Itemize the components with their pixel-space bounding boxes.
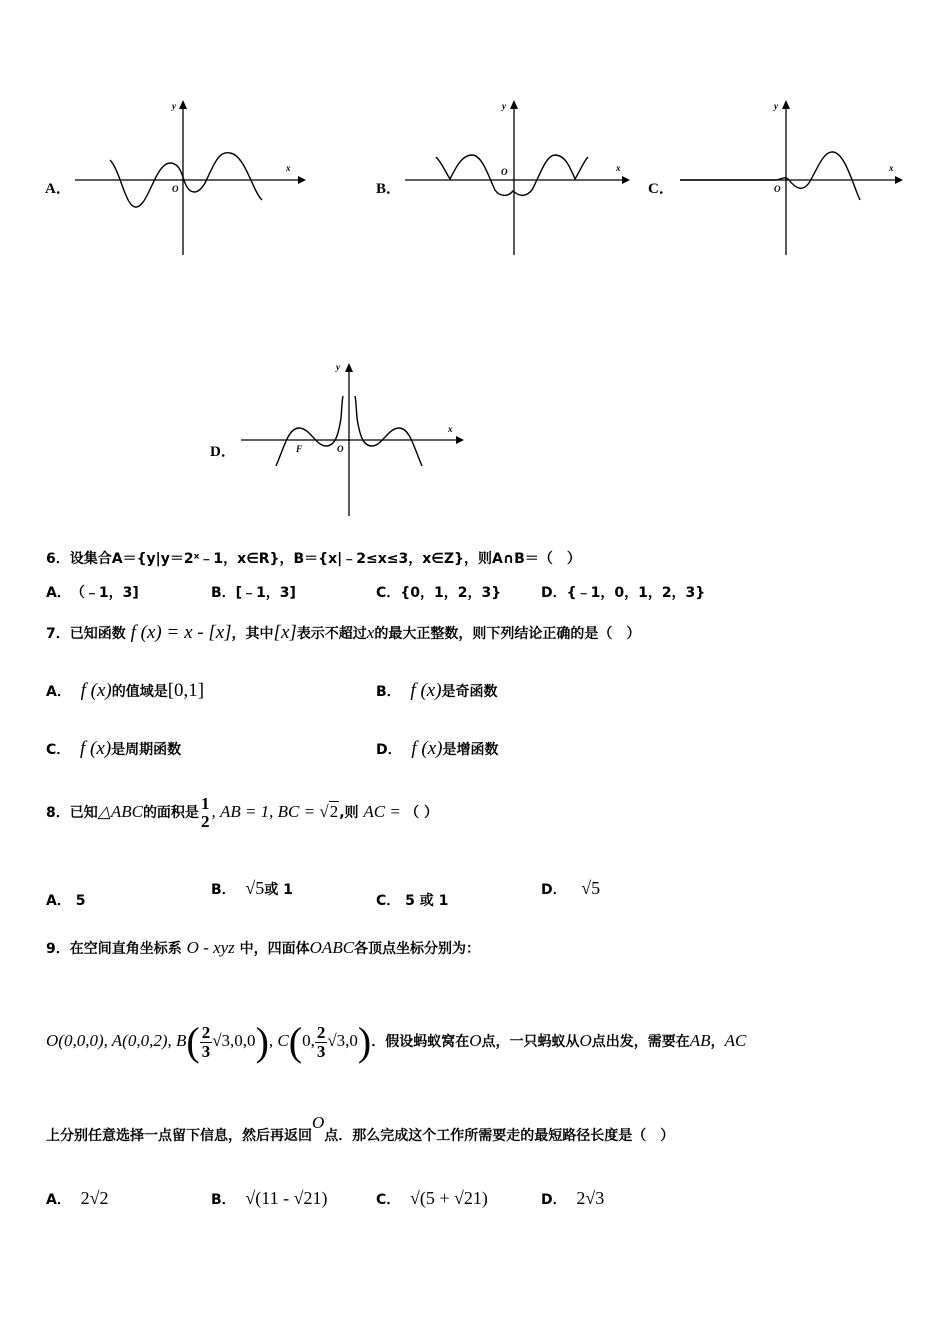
q9-c-rest: √3,0 [327,1031,358,1050]
q8-option-b-math: √5 [245,878,265,898]
graph-c-label: C． [648,181,674,197]
q7-option-a-text: 的值域是 [111,684,168,700]
q7-option-c-label: C． [46,742,71,758]
graph-b-x-label: x [616,163,621,173]
q6-option-d-text: {﹣1，0，1，2，3} [566,585,706,601]
graph-c-origin-label: O [774,184,781,194]
q9-c-first: 0, [302,1031,315,1050]
q8-tail: （ ） [405,805,438,821]
graph-d-y-label: y [336,362,340,372]
q9-line2a: ．假设蚂蚁窝在 [371,1034,470,1050]
q7-option-a [46,680,204,702]
q8-ac: AC = [363,802,406,821]
q7-option-d-text: 是增函数 [442,742,499,758]
q7-option-d-label: D． [376,742,402,758]
q7-mid2: 表示不超过 [296,626,367,642]
graph-d-origin-label: O [337,444,344,454]
q6-option-b [211,582,296,602]
q9-c-pre: , C [268,1031,289,1050]
q8-num: 8．已知 [46,805,98,821]
graph-c [675,95,910,260]
q7-option-d [376,738,499,760]
q8-frac-num: 1 [200,794,210,813]
q8-mid: 的面积是 [142,805,199,821]
q9-option-c [376,1188,488,1209]
q7-option-a-label: A． [46,684,71,700]
q7-option-b-text: 是奇函数 [441,684,498,700]
q7-option-c-fx: f (x) [80,738,112,759]
q9-coord-system: O - xyz [186,938,235,957]
q6-option-a-text: （﹣1，3] [77,585,139,601]
q9-b-fraction [200,1024,213,1061]
q8-option-c [376,890,448,910]
q7-bracket: [x] [273,622,297,643]
q7-mid: ，其中 [231,626,274,642]
q9-option-a-label: A． [46,1192,71,1208]
q8-option-c-text: 5 或 1 [405,893,449,909]
q8-stem: 8．已知△ABC的面积是 1 2 , AB = 1, BC = √2,则 AC = （ ） [46,794,438,831]
q8-frac-den: 2 [200,812,210,831]
q9-c-fraction [315,1024,328,1061]
graph-c-y-label: y [774,101,778,111]
q9-b-frac-den: 3 [201,1041,211,1061]
q8-fraction [199,795,212,831]
q6-option-d-label: D． [541,585,567,601]
q8-then: ,则 [339,805,359,821]
q7-option-d-fx: f (x) [411,738,443,759]
q7-stem [46,622,640,644]
q8-option-d-math: √5 [581,878,601,898]
q9-ac: AC [724,1031,747,1050]
q9-option-a-math: 2√2 [80,1188,109,1208]
q9-option-d [541,1188,604,1209]
q9-c-frac-den: 3 [316,1041,326,1061]
q9-tail: 各顶点坐标分别为： [354,941,481,957]
q7-option-a-extra: [0,1] [167,680,205,701]
graph-a [70,95,310,260]
q6-option-c-label: C． [376,585,401,601]
q7-tail: 的最大正整数，则下列结论正确的是（ ） [374,626,641,642]
q7-option-b-fx: f (x) [410,680,442,701]
q9-option-b-label: B． [211,1192,236,1208]
q9-line3a: 上分别任意选择一点留下信息，然后再返回 [46,1128,312,1144]
q6-option-a-label: A． [46,585,64,601]
q8-option-b-text: 或 1 [264,882,293,898]
q8-option-d [541,878,600,899]
graph-a-y-label: y [172,101,176,111]
q8-sqrt2: 2 [329,802,339,821]
q9-stem [46,938,480,958]
q9-coords-a: O(0,0,0), A(0,0,2), B [46,1031,187,1050]
q6-option-d [541,582,705,602]
q9-o2: O [579,1031,592,1050]
q9-comma: ， [710,1034,725,1050]
q9-option-c-math: √(5 + √21) [410,1188,488,1208]
graph-a-origin-label: O [172,184,179,194]
q8-option-b-label: B． [211,882,236,898]
q8-triangle: △ABC [97,802,143,821]
q6-option-b-text: [﹣1，3] [235,585,296,601]
q8-option-b [211,878,293,899]
q9-line3b: 点．那么完成这个工作所需要走的最短路径长度是（ ） [324,1128,675,1144]
q8-option-a-label: A． [46,893,71,909]
q7-option-b [376,680,498,702]
graph-d-label: D． [210,444,236,460]
q7-func: f (x) = x - [x] [130,622,232,643]
q9-o3: O [312,1113,325,1132]
graph-b-label: B． [376,181,402,197]
q7-num: 7．已知函数 [46,626,126,642]
q9-b-rest: √3,0,0 [212,1031,256,1050]
q9-option-b-math: √(11 - √21) [245,1188,328,1208]
q9-c-frac-num: 2 [316,1022,326,1042]
graph-b [400,95,640,260]
q8-option-a [46,890,85,910]
graph-b-origin-label: O [501,167,508,177]
graph-b-y-label: y [502,101,506,111]
graph-c-x-label: x [889,163,894,173]
q9-option-d-label: D． [541,1192,567,1208]
q8-option-c-label: C． [376,893,401,909]
q9-mid: 中，四面体 [239,941,310,957]
graph-d-f-label: F [296,444,303,454]
q9-coords-line: O(0,0,0), A(0,0,2), B( $\frac{2}{3}$ √3,0,0), C(0, $\frac{2}{3}$ √3,0)．假设蚂蚁窝在O点，一只蚂蚁从O点出发，需要在AB，AC [46,1019,747,1064]
q8-cond: , AB = 1, BC = [211,802,320,821]
graph-d [236,358,476,523]
q9-line2c: 点出发，需要在 [591,1034,690,1050]
graph-a-x-label: x [286,163,291,173]
q9-num: 9．在空间直角坐标系 [46,941,182,957]
q9-ab: AB [689,1031,711,1050]
q7-option-a-fx: f (x) [80,680,112,701]
q7-option-b-label: B． [376,684,401,700]
q7-option-c [46,738,181,760]
q9-o1: O [469,1031,482,1050]
q8-option-d-label: D． [541,882,567,898]
q6-option-a [46,582,139,602]
q7-xvar: x [366,623,375,642]
graph-a-label: A． [45,181,71,197]
q9-option-b [211,1188,328,1209]
q6-stem: 6．设集合A＝{y|y＝2ˣ﹣1，x∈R}，B＝{x|﹣2≤x≤3，x∈Z}，则A∩B＝（ ） [46,551,581,567]
q9-b-frac-num: 2 [201,1022,211,1042]
q6-option-c [376,582,501,602]
q9-tetrahedron: OABC [309,938,355,957]
q9-line2b: 点，一只蚂蚁从 [481,1034,580,1050]
q6-option-b-label: B． [211,585,236,601]
q9-option-a [46,1188,108,1209]
q6-option-c-text: {0，1，2，3} [400,585,502,601]
q7-option-c-text: 是周期函数 [111,742,182,758]
q9-option-c-label: C． [376,1192,401,1208]
q9-option-d-math: 2√3 [576,1188,605,1208]
graph-d-x-label: x [448,424,453,434]
q8-option-a-text: 5 [75,893,86,909]
q9-line3 [46,1113,675,1145]
